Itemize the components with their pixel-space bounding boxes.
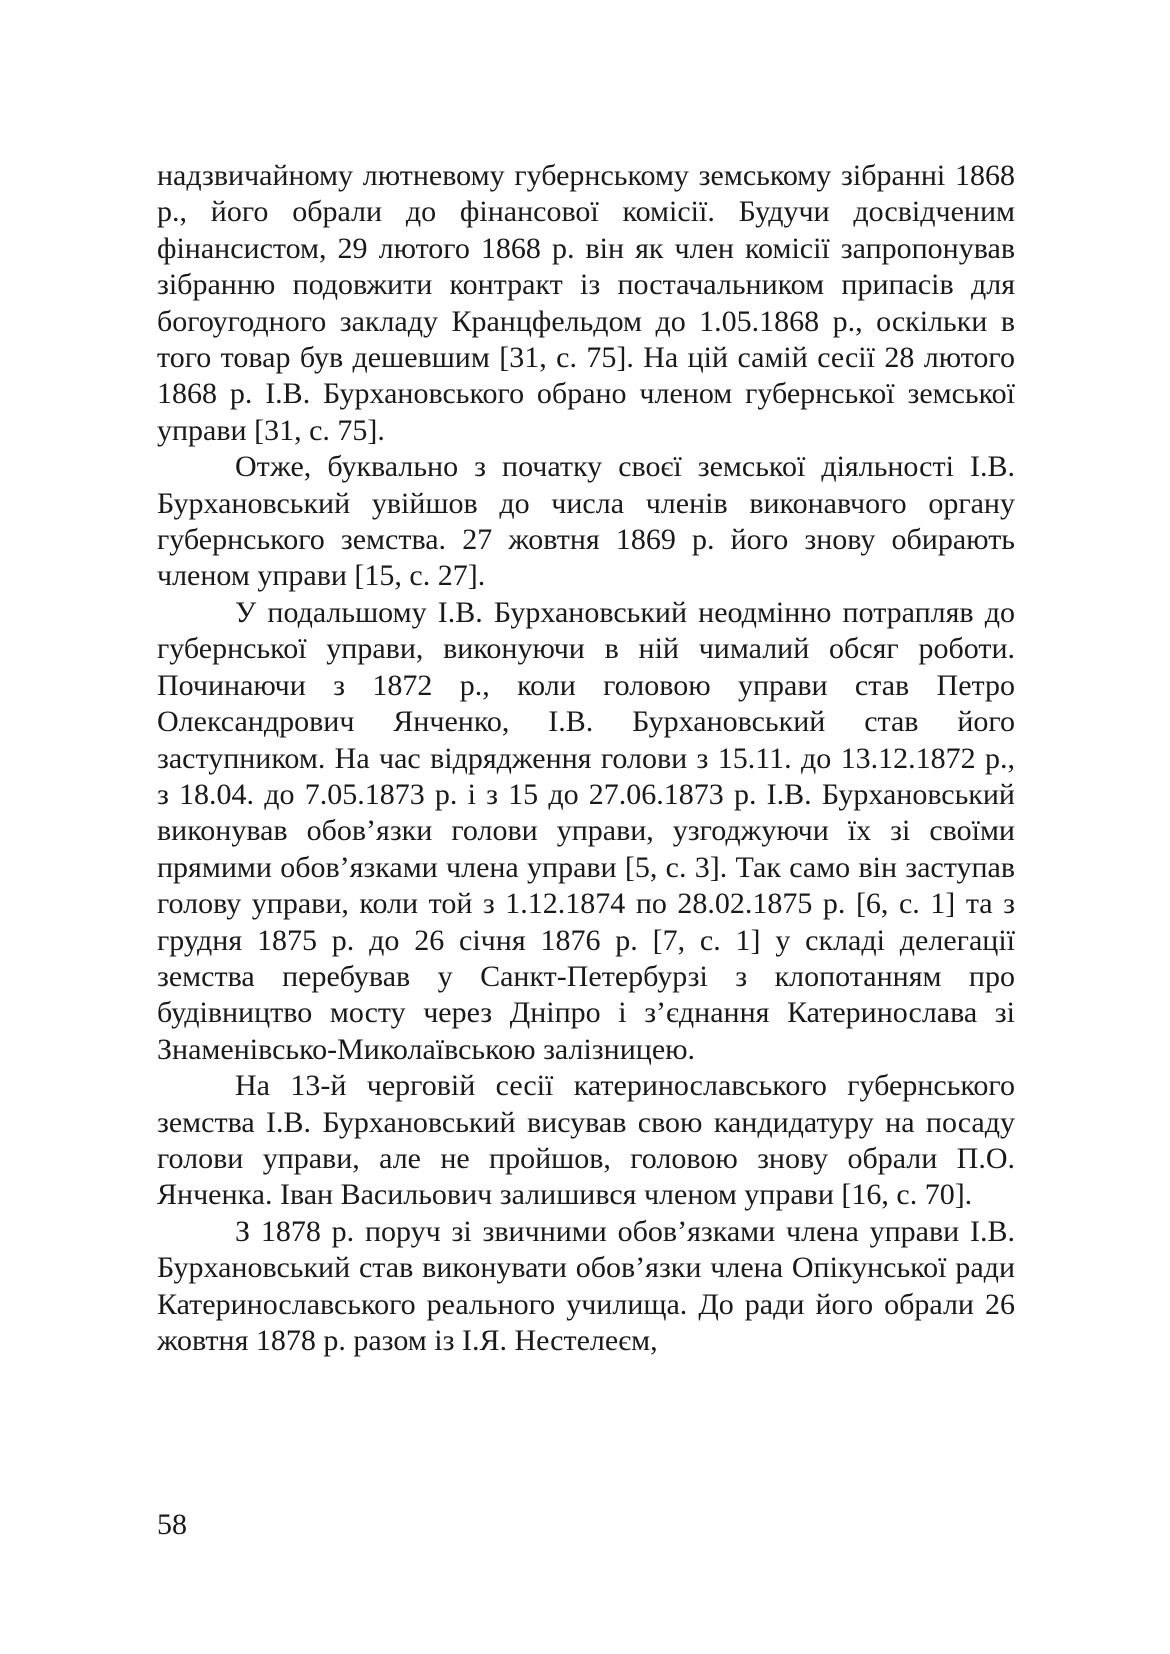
paragraph-5: З 1878 р. поруч зі звичними обов’язками члена управи І.В. Бурхановський став виконувати обов’язки члена Опікунської ради Катеринославського реального училища. До ради його обрали 26 жовтня 1878 р. разом із І.Я. Нестелеєм, xyxy=(157,1214,1015,1357)
paragraph-3: У подальшому І.В. Бурхановський неодмінно потрапляв до губернської управи, виконуючи в ній чималий обсяг роботи. Починаючи з 1872 р., коли головою управи став Петро Олександрович Янченко, І.В. Бурхановський став його заступником. На час відрядження голови з 15.11. до 13.12.1872 р., з 18.04. до 7.05.1873 р. і з 15 до 27.06.1873 р. І.В. Бурхановський виконував обов’язки голови управи, узгоджуючи їх зі своїми прямими обов’язками члена управи [5, с. 3]. Так само він заступав голову управи, коли той з 1.12.1874 по 28.02.1875 р. [6, с. 1] та з грудня 1875 р. до 26 січня 1876 р. [7, с. 1] у складі делегації земства перебував у Санкт-Петербурзі з клопотанням про будівництво мосту через Дніпро і з’єднання Катеринослава зі Знаменівсько-Миколаївською залізницею. xyxy=(157,595,1015,1066)
page-body xyxy=(157,158,1015,1359)
paragraph-2: Отже, буквально з початку своєї земської діяльності І.В. Бурхановський увійшов до числа членів виконавчого органу губернського земства. 27 жовтня 1869 р. його знову обирають членом управи [15, с. 27]. xyxy=(157,450,1015,593)
page-number: 58 xyxy=(157,1508,187,1541)
paragraph-4: На 13-й черговій сесії катеринославського губернського земства І.В. Бурхановський висував свою кандидатуру на посаду голови управи, але не пройшов, головою знову обрали П.О. Янченка. Іван Васильович залишився членом управи [16, с. 70]. xyxy=(157,1069,1015,1212)
paragraph-1: надзвичайному лютневому губернському земському зібранні 1868 р., його обрали до фінансової комісії. Будучи досвідченим фінансистом, 29 лютого 1868 р. він як член комісії запропонував зібранню подовжити контракт із постачальником припасів для богоугодного закладу Кранцфельдом до 1.05.1868 р., оскільки в того товар був дешевшим [31, с. 75]. На цій самій сесії 28 лютого 1868 р. І.В. Бурхановського обрано членом губернської земської управи [31, с. 75]. xyxy=(157,159,1015,447)
